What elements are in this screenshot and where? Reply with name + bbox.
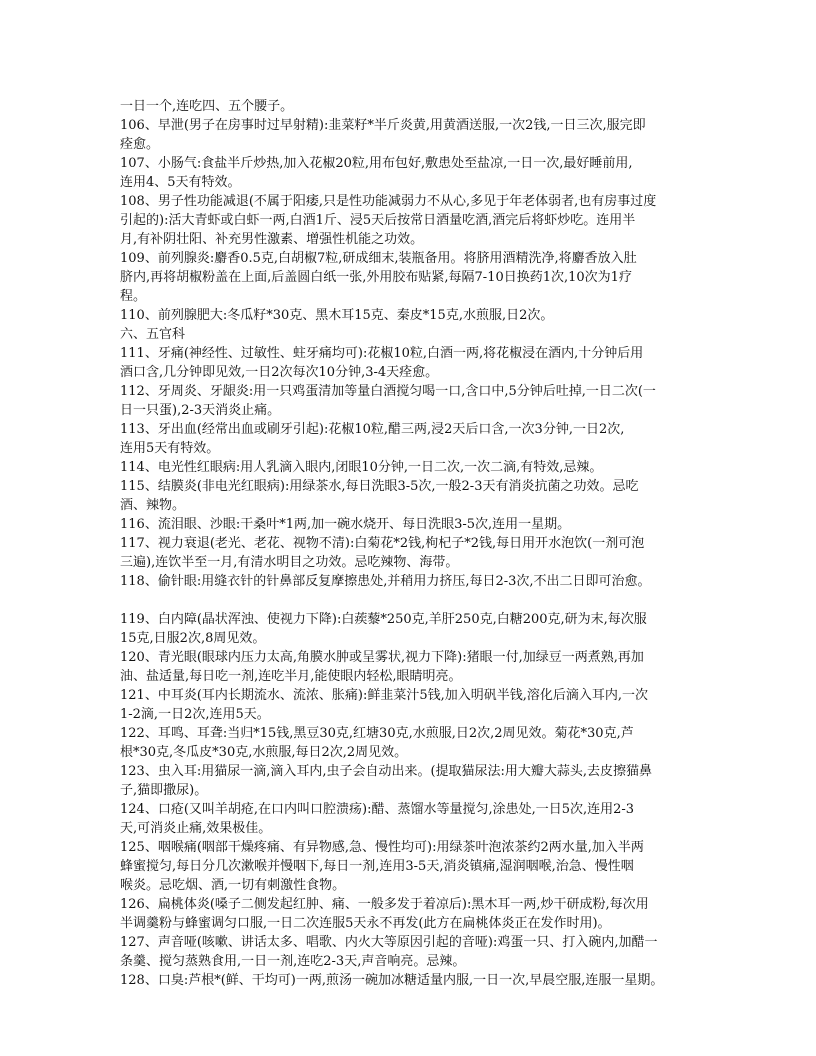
- text-line: 子,猫即撒尿)。: [120, 783, 208, 798]
- text-line: 酒口含,几分钟即见效,一日2次每次10分钟,3-4天痊愈。: [120, 365, 439, 380]
- text-line: 108、男子性功能减退(不属于阳痿,只是性功能减弱力不从心,多见于年老体弱者,也有房事过度: [120, 194, 657, 209]
- text-line: 125、咽喉痛(咽部干燥疼痛、有异物感,急、慢性均可):用绿茶叶泡浓茶约2两水量,加入半两: [120, 840, 644, 855]
- text-line: 111、牙痛(神经性、过敏性、蛀牙痛均可):花椒10粒,白酒一两,将花椒浸在酒内,十分钟后用: [120, 346, 644, 361]
- text-line: 121、中耳炎(耳内长期流水、流浓、胀痛):鲜韭菜汁5钱,加入明矾半钱,溶化后滴入耳内,一次: [120, 688, 649, 703]
- text-line: 脐内,再将胡椒粉盖在上面,后盖圆白纸一张,外用胶布贴紧,每隔7-10日换药1次,10次为1疗: [120, 270, 632, 285]
- text-line: 120、青光眼(眼球内压力太高,角膜水肿或呈雾状,视力下降):猪眼一付,加绿豆一两煮熟,再加: [120, 650, 644, 665]
- text-line: 110、前列腺肥大:冬瓜籽*30克、黑木耳15克、秦皮*15克,水煎服,日2次。: [120, 308, 554, 323]
- text-line: 115、结膜炎(非电光红眼病):用绿茶水,每日洗眼3-5次,一般2-3天有消炎抗菌之功效。忌吃: [120, 479, 639, 494]
- text-line: 半调羹粉与蜂蜜调匀口服,一日二次连服5天永不再发(此方在扁桃体炎正在发作时用)。: [120, 916, 611, 931]
- text-line: 连用4、5天有特效。: [120, 175, 241, 190]
- text-line: 酒、辣物。: [120, 498, 186, 513]
- text-line: 一日一个,连吃四、五个腰子。: [120, 99, 294, 114]
- text-line: 程。: [120, 289, 147, 304]
- text-line: 106、早泄(男子在房事时过早射精):韭菜籽*半斤炎黄,用黄酒送服,一次2钱,一日三次,服完即: [120, 118, 646, 133]
- text-line: 日一只蛋),2-3天消炎止痛。: [120, 403, 281, 418]
- text-line: 114、电光性红眼病:用人乳滴入眼内,闭眼10分钟,一日二次,一次二滴,有特效,忌辣。: [120, 460, 603, 475]
- text-line: 113、牙出血(经常出血或刷牙引起):花椒10粒,醋三两,浸2天后口含,一次3分钟,一日2次,: [120, 422, 625, 437]
- text-line: 128、口臭:芦根*(鲜、干均可)一两,煎汤一碗加冰糖适量内服,一日一次,早晨空服,连服一星期。: [120, 973, 664, 988]
- text-line: 123、虫入耳:用猫尿一滴,滴入耳内,虫子会自动出来。(提取猫尿法:用大瓣大蒜头,去皮擦猫鼻: [120, 764, 653, 779]
- text-line: 127、声音哑(咳嗽、讲话太多、唱歌、内火大等原因引起的音哑):鸡蛋一只、打入碗内,加醋一: [120, 935, 658, 950]
- text-line: 条羹、搅匀蒸熟食用,一日一剂,连吃2-3天,声音响亮。忌辣。: [120, 954, 466, 969]
- text-line: 116、流泪眼、沙眼:干桑叶*1两,加一碗水烧开、每日洗眼3-5次,连用一星期。: [120, 517, 571, 532]
- document-body: [120, 97, 702, 990]
- text-line: 连用5天有特效。: [120, 441, 220, 456]
- text-line: 天,可消炎止痛,效果极佳。: [120, 821, 272, 836]
- text-line: 三遍),连饮半至一月,有清水明目之功效。忌吃辣物、海带。: [120, 555, 459, 570]
- section-heading: 六、五官科: [120, 327, 186, 342]
- text-line: 根*30克,冬瓜皮*30克,水煎服,每日2次,2周见效。: [120, 745, 408, 760]
- text-line: 118、偷针眼:用缝衣针的针鼻部反复摩擦患处,并稍用力挤压,每日2-3次,不出二日即可治愈。: [120, 574, 651, 589]
- text-line: 107、小肠气:食盐半斤炒热,加入花椒20粒,用布包好,敷患处至盐凉,一日一次,最好睡前用,: [120, 156, 633, 171]
- text-line: 122、耳鸣、耳聋:当归*15钱,黑豆30克,红塘30克,水煎服,日2次,2周见效。菊花*30克,芦: [120, 726, 634, 741]
- text-line: 124、口疮(又叫羊胡疮,在口内叫口腔溃疡):醋、蒸馏水等量搅匀,涂患处,一日5次,连用2-3: [120, 802, 635, 817]
- text-line: 月,有补阴壮阳、补充男性激素、增强性机能之功效。: [120, 232, 424, 247]
- text-line: 油、盐适量,每日吃一剂,连吃半月,能使眼内轻松,眼睛明亮。: [120, 669, 462, 684]
- text-line: 1-2滴,一日2次,连用5天。: [120, 707, 270, 722]
- text-line: 痊愈。: [120, 137, 160, 152]
- text-line: 蜂蜜搅匀,每日分几次漱喉并慢咽下,每日一剂,连用3-5天,消炎镇痛,湿润咽喉,治急、慢性咽: [120, 859, 634, 874]
- text-line: 117、视力衰退(老光、老花、视物不清):白菊花*2钱,枸杞子*2钱,每日用开水泡饮(一剂可泡: [120, 536, 645, 551]
- text-line: 112、牙周炎、牙龈炎:用一只鸡蛋清加等量白酒搅匀喝一口,含口中,5分钟后吐掉,一日二次(一: [120, 384, 656, 399]
- text-line: 109、前列腺炎:麝香0.5克,白胡椒7粒,研成细末,装瓶备用。将脐用酒精洗净,将麝香放入肚: [120, 251, 637, 266]
- text-line: 喉炎。忌吃烟、酒,一切有刺激性食物。: [120, 878, 346, 893]
- blank-line: [120, 591, 702, 610]
- text-line: 引起的):活大青虾或白虾一两,白酒1斤、浸5天后按常日酒量吃酒,酒完后将虾炒吃。连用半: [120, 213, 636, 228]
- text-line: 119、白内障(晶状浑浊、使视力下降):白蒺藜*250克,羊肝250克,白糖200克,研为末,每次服: [120, 612, 647, 627]
- text-line: 126、扁桃体炎(嗓子二侧发起红肿、痛、一般多发于着凉后):黑木耳一两,炒干研成粉,每次用: [120, 897, 649, 912]
- text-line: 15克,日服2次,8周见效。: [120, 631, 266, 646]
